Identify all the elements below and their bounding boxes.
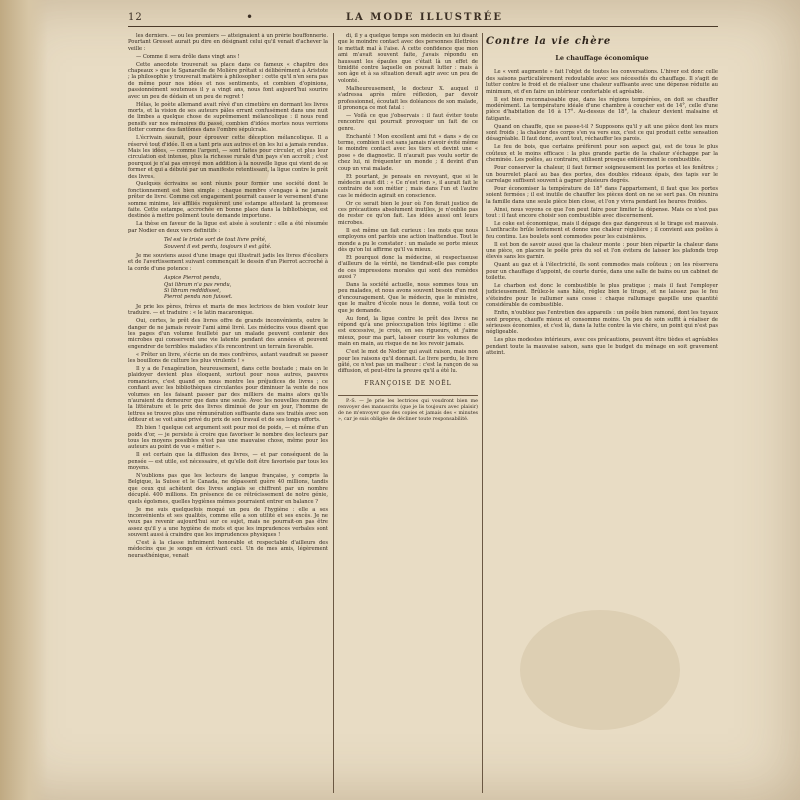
- paragraph: Au fond, la ligue contre le prêt des livres ne répond qu'à une préoccupation très légitime : elle est excessive, je crois, en ses rigueurs, et j'aime mieux, pour ma part, laisser courir les volumes de main en main, au risque de ne les revoir jamais.: [338, 315, 478, 348]
- paragraph: Quelques écrivains se sont réunis pour former une société dont le fonctionnement est bien simple : chaque membre s'engage à ne jamais prêter de livre. Comme cet engagement pourrait causer le versement d'une somme minime, les affiliés requièrent une estampe attestant la promesse faite. Cette estampe, accrochée en bonne place dans la bibliothèque, est destinée à mettre poliment toute demande importune.: [128, 181, 328, 220]
- paragraph: di, il y a quelque temps son médecin en lui disant que le moindre contact avec des personnes illettrées le mettait mal à l'aise. À cette confidence que mon ami m'avait souvent faite, j'avais répondu en haussant les épaules que c'était là un effet de timidité contre laquelle on pouvait lutter : mais à son âge et à sa situation devait agir avec un peu de volonté.: [338, 33, 478, 84]
- paragraph: Le feu de bois, que certains préfèrent pour son aspect gai, est de tous le plus coûteux et le moins efficace : la plus grande partie de la chaleur s'échappe par la cheminée. Les poêles, au contraire, utilisent presque entièrement le combustible.: [486, 144, 718, 164]
- paragraph: Il est bon de savoir aussi que la chaleur monte : pour bien répartir la chaleur dans une pièce, on placera le poêle près du sol et l'on évitera de laisser les plafonds trop élevés sans les garnir.: [486, 241, 718, 261]
- column-divider: [333, 33, 334, 793]
- article-title: Contre la vie chère: [486, 36, 612, 47]
- verse-line: Qui librum n'a pas rendu,: [164, 281, 232, 288]
- paragraph: Oui, certes, le prêt des livres offre de grands inconvénients, outre le danger de ne jamais revoir l'ami aimé livré. Les médecins vous disent que les pages d'un volume feuilleté par un malade peuvent contenir des microbes qui conservent une vie latente pendant des années et peuvent engendrer de terribles maladies s'ils rencontrent un terrain favorable.: [128, 318, 328, 350]
- paragraph: Malheureusement, le docteur X. auquel il s'adressa après mûre réflexion, par devoir professionnel, écoutait les doléances de son malade, il prononça ce mot fatal :: [338, 85, 478, 111]
- paragraph: Je me souviens aussi d'une image qui illustrait jadis les livres d'écoliers et de l'avertissement suivant commençait le dessin d'un Pierrot accroché à la corde d'une potence :: [128, 253, 328, 272]
- page-number: 12: [128, 12, 143, 23]
- column-divider: [482, 33, 483, 793]
- masthead: LA MODE ILLUSTRÉE: [346, 12, 503, 23]
- postscript: P.-S. — Je prie les lectrices qui voudront bien me renvoyer des manuscrits (que je lis toujours avec plaisir) de ne m'envoyer que des copies et jamais des « minutes », car je suis obligée de décliner toute responsabilité.: [338, 395, 478, 423]
- quoted-verse: [164, 237, 328, 250]
- paragraph: Il y a de l'exagération, heureusement, dans cette boutade ; mais on le plaidoyer devient plus éloquent, surtout pour nous autres, pauvres romanciers, c'est quand on nous montre les préjudices de livres ; ce confiant avec les bibliothèques circulantes pour diminuer la vente de nos volumes en les faisant passer par des milliers de mains alors qu'ils n'auraient du demeurer que dans une seule. Avec les nouvelles mœurs de la littérature et le prix des livres diminué de jour en jour, l'homme de lettres se trouve plus une rémunération suffisante dans ses traités avec son éditeur et se voit ainsi privé du prix de son travail et de ses longs efforts.: [128, 366, 328, 424]
- paragraph: C'est le mot de Nodier qui avait raison, mais non pour les raisons qu'il donnait. Le livre perdu, le livre gâté, ce n'est pas un malheur : c'est la rançon de sa diffusion, et peut-être la preuve qu'il a été lu.: [338, 349, 478, 375]
- paragraph: Le « vent augmente » fait l'objet de toutes les conversations. L'hiver est donc celle des saisons particulièrement redoutable avec ses nécessités du chauffage. Il s'agit de lutter contre le froid et de réaliser une chaleur suffisante avec une dépense réduite au minimum, et d'en faire un intérieur confortable et agréable.: [486, 69, 718, 95]
- paragraph: La thèse en faveur de la ligue est aisée à soutenir : elle a été résumée par Nodier en deux vers definitifs :: [128, 221, 328, 234]
- paragraph: Ainsi, nous voyons ce que l'on peut faire pour limiter la dépense. Mais ce n'est pas tout : il faut encore choisir son combustible avec discernement.: [486, 206, 718, 219]
- paragraph: « Prêter un livre, s'écrie un de mes confrères, autant vaudrait se passer les bouillons de culture les plus virulents ! »: [128, 351, 328, 365]
- page-header: [128, 10, 718, 30]
- paragraph: Le coke est économique, mais il dégage des gaz dangereux si le tirage est mauvais. L'anthracite brûle lentement et donne une chaleur régulière ; il convient aux poêles à feu continu. Les boulets sont commodes pour les cuisinières.: [486, 220, 718, 240]
- middle-column: [338, 33, 478, 783]
- paragraph: Enchanté ! Mon excellent ami fut « dans » de ce terme, combien il est sans jamais n'avoir évité même le moindre contact avec les tiers et devint une « pose » de diagnostic. Il n'aurait pas voulu sortir de chez lui, ni fréquenter un monde ; il devint d'un coup un vrai malade.: [338, 133, 478, 172]
- header-rule: [128, 26, 718, 27]
- quoted-verse: [164, 275, 328, 301]
- paragraph: Il est bien reconnaissable que, dans les régions tempérées, on doit se chauffer modérément. La température idéale d'une chambre à coucher est de 14°, celle d'une pièce d'habitation de 16 à 17°. Au-dessus de 18°, la chaleur devient malsaine et fatigante.: [486, 96, 718, 122]
- author-signature: FRANÇOISE DE NOËL: [364, 379, 452, 387]
- article-subtitle: Le chauffage économique: [555, 54, 649, 62]
- left-column: [128, 33, 328, 783]
- verse-line: Tel est le triste sort de tout livre prêté,: [164, 237, 267, 244]
- paragraph: C'est à la classe infiniment honorable et respectable d'ailleurs des médecins que je songe en écrivant ceci. Un de mes amis, légèrement neurasthénique, venait: [128, 540, 328, 559]
- right-column: [486, 33, 718, 783]
- verse-line: Souvent il est perdu, toujours il est gâté.: [164, 243, 272, 250]
- verse-line: Aspice Pierrot pendu,: [164, 275, 222, 282]
- paragraph: Quand on chauffe, que se passe-t-il ? Supposons qu'il y ait une pièce dont les murs sont froids ; la chaleur des corps s'en va vers eux, c'est ce qui produit cette sensation désagréable. Il faut donc, avant tout, réchauffer les parois.: [486, 123, 718, 143]
- paragraph: Les plus modestes intérieurs, avec ces précautions, peuvent être tièdes et agréables pendant toute la mauvaise saison, sans que le budget du ménage en soit gravement atteint.: [486, 337, 718, 357]
- paragraph: Il est certain que la diffusion des livres, — et par conséquent de la pensée — est utile, est nécessaire, et qu'elle doit être favorisée par tous les moyens.: [128, 452, 328, 472]
- header-ornament: •: [246, 10, 255, 24]
- paragraph: Dans la société actuelle, nous sommes tous un peu malades, et nous avons souvent besoin d'un mot d'encouragement. Que le médecin, que le ministre, que le maître d'école nous le donne, voilà tout ce que je demande.: [338, 282, 478, 314]
- paragraph: — Voilà ce que j'observais : il faut éviter toute rencontre qui pourrait provoquer un fait de ce genre.: [338, 112, 478, 132]
- paragraph: Or ce serait bien le jour où l'on ferait justice de ces précautions absolument inutiles, je n'oublie pas de rester ce qu'on fait. Les idées aussi ont leurs microbes.: [338, 200, 478, 226]
- paragraph: Il est même un fait curieux : les mots que nous employons ont parfois une action inattendue. Tout le monde a pu le constater : un malade se porte mieux dès qu'on lui affirme qu'il va mieux.: [338, 227, 478, 253]
- paragraph: Le charbon est donc le combustible le plus pratique ; mais il faut l'employer judicieusement. Brûlez-le sans hâte, réglez bien le tirage, et ne laissez pas le feu s'éteindre pour le rallumer sans cesse : chaque rallumage gaspille une quantité considérable de combustible.: [486, 283, 718, 309]
- paragraph: Je me suis quelquefois moqué un peu de l'hygiène : elle a ses inconvénients et ses qualités, comme elle a son utilité et ses excès. Je ne veux pas revenir aujourd'hui sur ce sujet, mais ne pourrait-on pas être assez qu'il y a une hygiène de mots et que les imprudences verbales sont souvent aussi à craindre que les imprudences physiques !: [128, 506, 328, 539]
- paragraph: Et pourquoi donc la médecine, si respectueuse d'ailleurs de la vérité, ne tiendrait-elle pas compte de ces impressions morales qui sont des remèdes aussi ?: [338, 254, 478, 281]
- paragraph: Pour économiser la température de 18° dans l'appartement, il faut que les portes soient fermées ; il est inutile de chauffer les pièces dont on ne se sert pas. On réunira la famille dans une seule pièce bien close, et l'on y vivra pendant les heures froides.: [486, 185, 718, 205]
- paragraph: Quant au gaz et à l'électricité, ils sont commodes mais coûteux ; on les réservera pour un chauffage d'appoint, de courte durée, dans une salle de bains ou un cabinet de toilette.: [486, 262, 718, 282]
- paragraph: — Comme il sera drôle dans vingt ans !: [136, 53, 240, 60]
- verse-line: Si librum reddidisset,: [164, 288, 221, 295]
- page-spine-shadow: [0, 0, 48, 800]
- paragraph: N'oublions pas que les lecteurs de langue française, y compris la Belgique, la Suisse et le Canada, ne dépassent guère 40 millions, tandis que ceux qui achètent des livres anglais se chiffrent par un nombre décuplé. 400 millions. En présence de ce rétrécissement de notre génie, quels égoïsmes, quelles hygiènes mêmes pourraient entrer en balance ?: [128, 473, 328, 505]
- paragraph: les derniers. — ou les premiers — atteignaient à un prérie bouffonnerie. Pourtant Gresset aurait pu dire en désignant celui qu'il venait d'achever la veille :: [128, 33, 328, 52]
- paragraph: Je prie les pères, frères et maris de mes lectrices de bien vouloir leur traduire. — et traduire : « le latin macaronique.: [128, 303, 328, 317]
- paragraph: Hélas, le poète allemand avait rêvé d'un cimetière en dormant les livres morts, et la vision de ses auteurs pâles errant confusément dans une nuit de limbes a quelque chose de suprêmement mélancolique : il nous rend pensifs sur nos mémoires du passé, combien d'idées mortes nous verrions flotter comme des fantômes dans l'ombre sépulcrale.: [128, 101, 328, 134]
- paragraph: Cette anecdote trouverait sa place dans ce fameux « chapitre des chapeaux » que le Sganarelle de Molière prêtait si délibérément à Aristote ; la philosophie y trouverait matière à philosopher : cette qu'il n'en sera pas de même pour nos idées et nos sentiments, et combien d'opinions, passionnément soutenues il y a vingt ans, nous font aujourd'hui sourire avec un peu de dédain et un peu de regret !: [128, 61, 328, 100]
- paragraph: Eh bien ! quelque cet argument soit pour moi de poids, — et même d'un poids d'or, — je persiste à croire que favoriser le nombre des lecteurs par tous les moyens possibles n'est pas une mauvaise chose, même pour les auteurs au point de vue « métier ».: [128, 425, 328, 451]
- paragraph: Enfin, n'oubliez pas l'entretien des appareils : un poêle bien ramoné, dont les tuyaux sont propres, chauffe mieux et consomme moins. Un peu de soin suffit à réaliser de sérieuses économies, et c'est là, dans la lutte contre la vie chère, un point qui n'est pas négligeable.: [486, 310, 718, 336]
- paragraph: L'écrivain saurait, pour éprouver cette déception mélancolique. Il a réservé tout d'idée. Il en a tant pris aux autres et on les lui a jamais rendus. Mais les idées, — comme l'argent, — sont faites pour circuler, et plus leur circulation est intense, plus la richesse rurale d'un pays s'en accroît ; c'est pourquoi je n'ai pas envoyé mon addition à la nouvelle ligue qui vient de se former et qui a débuté par un manifeste retentissant, la ligue contre le prêt des livres.: [128, 135, 328, 180]
- paragraph: Pour conserver la chaleur, il faut fermer soigneusement les portes et les fenêtres ; un bourrelet placé au bas des portes, des doubles rideaux épais, des tapis sur le carrelage suffisent souvent à gagner plusieurs degrés.: [486, 165, 718, 184]
- verse-line: Pierrot pendu non fuisset.: [164, 294, 233, 301]
- paragraph: Et pourtant, je pensais en revoyant, que si le médecin avait dit : « Ce n'est rien », il aurait fait le contraire de son métier ; mais dans l'un et l'autre cas le médecin agirait en conscience.: [338, 173, 478, 199]
